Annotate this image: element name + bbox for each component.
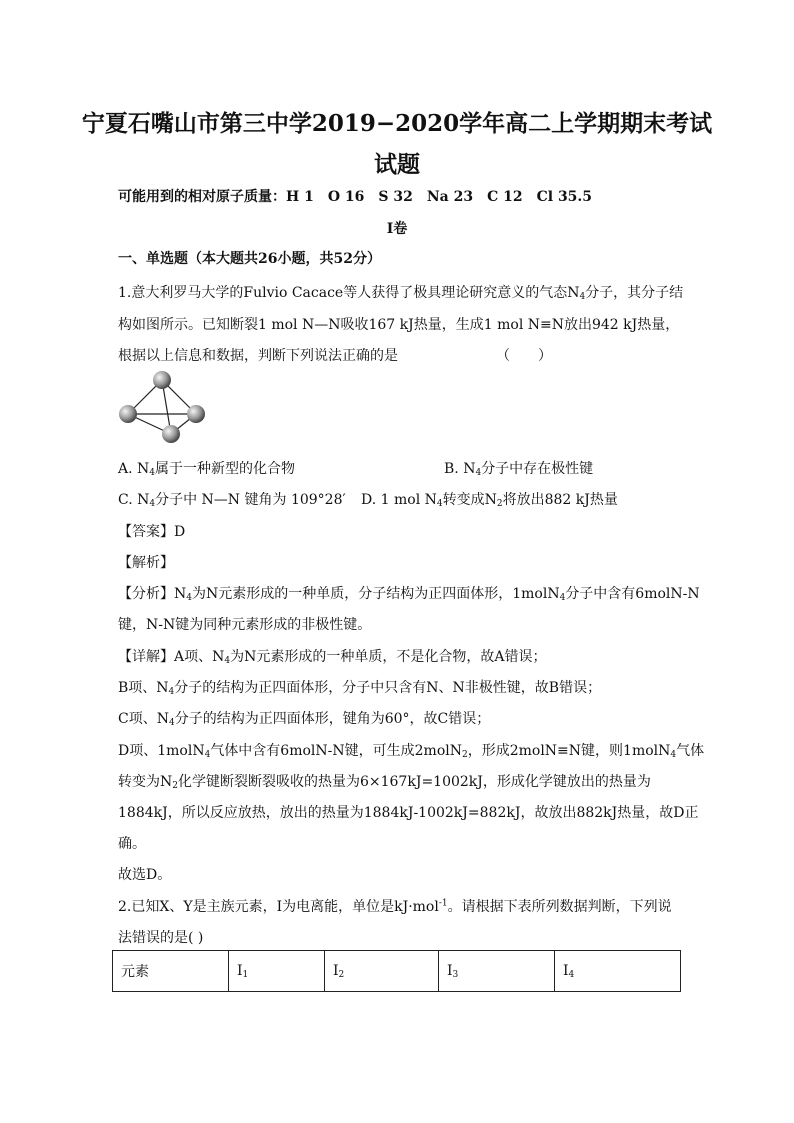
- q1-detail-d4: 确。: [118, 836, 146, 852]
- table-header-row: [113, 951, 681, 992]
- table-header-cell: $I_3$: [439, 951, 555, 992]
- section-heading: 一、单选题（本大题共26小题，共52分）: [118, 251, 381, 267]
- q1-detail-d3: 1884kJ，所以反应放热，放出的热量为1884kJ-1002kJ=882kJ，故放出882kJ热量，故D正: [118, 805, 699, 821]
- q1-detail-a: 【详解】A项、$N_4$为N元素形成的一种单质，不是化合物，故A错误；: [118, 649, 547, 666]
- q1-fenxi-line2: 键，N-N键为同种元素形成的非极性键。: [118, 617, 372, 633]
- q1-conclusion: 故选D。: [118, 867, 172, 883]
- n-atom-right: [187, 405, 205, 423]
- q1-line2: 构如图所示。已知断裂1 mol N—N吸收167 kJ热量，生成1 mol N≡N放出942 kJ热量，: [118, 317, 680, 333]
- ionization-energy-table: [112, 950, 681, 992]
- q1-option-a: A. $N_4$属于一种新型的化合物: [118, 461, 295, 478]
- q1-line1: 1.意大利罗马大学的Fulvio Cacace等人获得了极具理论研究意义的气态$N_4$分子，其分子结: [118, 285, 684, 302]
- document-title: 宁夏石嘴山市第三中学2019−2020学年高二上学期期末考试: [81, 110, 713, 137]
- table-header-cell: $I_1$: [229, 951, 325, 992]
- table-header-cell: 元素: [113, 951, 229, 992]
- q2-line1: 2.已知X、Y是主族元素，I为电离能，单位是kJ·mol$^{-1}$。请根据下表所列数据判断，下列说: [118, 898, 672, 915]
- q1-detail-d1: D项、1molN$_4$气体中含有6molN-N键，可生成2molN$_2$，形成2molN≡N键，则1molN$_4$气体: [118, 743, 705, 760]
- table-header-cell: $I_4$: [555, 951, 681, 992]
- atomic-mass-line: 可能用到的相对原子质量：H 1 O 16 S 32 Na 23 C 12 Cl 35.5: [118, 189, 593, 205]
- document-title-line2: 试题: [374, 151, 420, 178]
- q1-analysis-label: 【解析】: [118, 555, 174, 571]
- q1-option-d: D. 1 mol $N_4$转变成$N_2$将放出882 kJ热量: [361, 492, 618, 509]
- q1-detail-b: B项、$N_4$分子的结构为正四面体形，分子中只含有N、N非极性键，故B错误；: [118, 680, 602, 697]
- q1-detail-c: C项、$N_4$分子的结构为正四面体形，键角为60°，故C错误；: [118, 711, 491, 728]
- n4-molecule-diagram: [118, 368, 208, 448]
- n-atom-left: [119, 405, 137, 423]
- n-atom-top: [153, 371, 171, 389]
- n-atom-bottom: [162, 425, 180, 443]
- atomic-mass-label: 可能用到的相对原子质量：: [118, 189, 286, 205]
- q1-answer-paren: （ ）: [496, 348, 552, 364]
- q1-answer: 【答案】D: [118, 524, 186, 540]
- q1-detail-d2: 转变为$N_2$化学键断裂断裂吸收的热量为6×167kJ=1002kJ，形成化学键放出的热量为: [118, 774, 651, 791]
- q1-option-b: B. $N_4$分子中存在极性键: [444, 461, 594, 478]
- table-header-cell: $I_2$: [325, 951, 439, 992]
- q2-line2: 法错误的是( ): [118, 930, 204, 946]
- q1-fenxi-line1: 【分析】$N_4$为N元素形成的一种单质，分子结构为正四面体形，1molN$_4$分子中含有6molN-N: [118, 586, 700, 603]
- q1-line3: 根据以上信息和数据，判断下列说法正确的是: [118, 348, 398, 364]
- volume-label: I卷: [386, 221, 408, 237]
- q1-option-c: C. $N_4$分子中 N—N 键角为 109°28′: [118, 492, 346, 509]
